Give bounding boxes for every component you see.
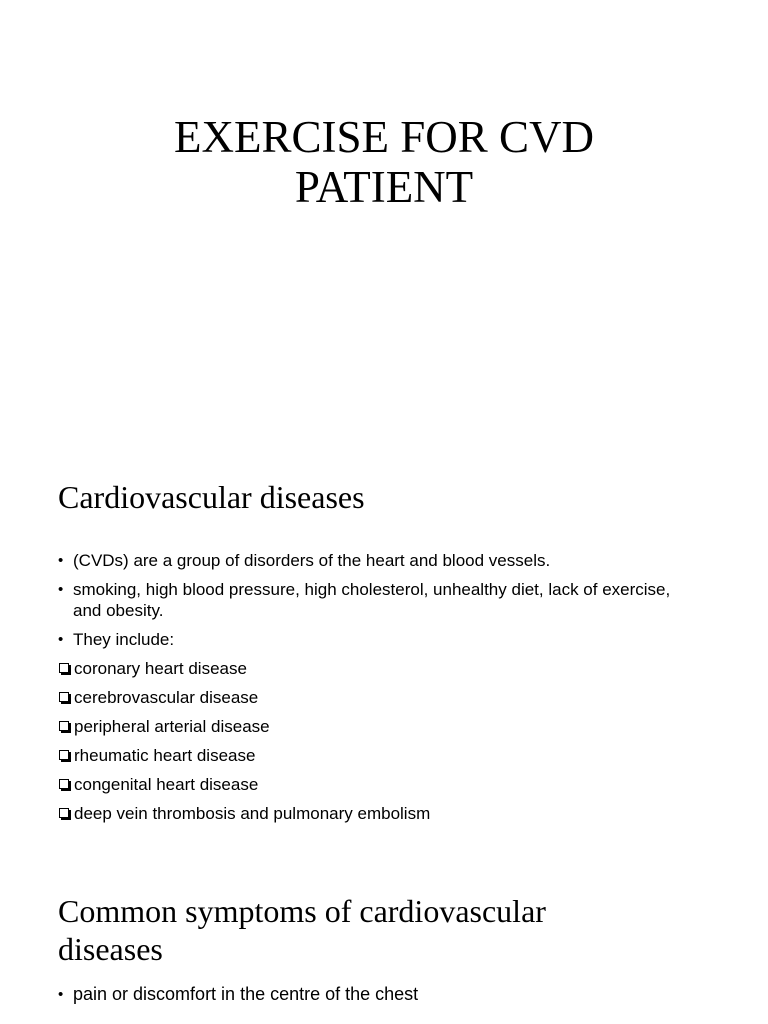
checkbox-bullet-icon [59,808,69,818]
title-line-2: PATIENT [294,162,474,212]
list-item [58,579,698,621]
list-item [58,774,698,795]
list-item-text: deep vein thrombosis and pulmonary embolism [74,804,431,823]
list-item [58,550,698,571]
list-item [58,745,698,766]
list-item-text: (CVDs) are a group of disorders of the heart and blood vessels. [73,551,551,570]
list-item [58,658,698,679]
slide-heading: Cardiovascular diseases [58,479,365,515]
list-item-text: congenital heart disease [74,775,259,794]
list-item [58,716,698,737]
bullet-dot-icon: • [58,581,64,598]
list-item [58,984,698,1005]
bullet-dot-icon: • [58,631,64,648]
list-item-text: smoking, high blood pressure, high cholesterol, unhealthy diet, lack of exercise, and obesity. [73,580,671,620]
symptoms-slide [0,860,768,1024]
list-item-text: pain or discomfort in the centre of the chest [73,984,419,1004]
list-item-text: cerebrovascular disease [74,688,259,707]
checkbox-bullet-icon [59,779,69,789]
slide-heading [58,892,678,968]
checkbox-bullet-icon [59,750,69,760]
list-item [58,687,698,708]
title-line-1: EXERCISE FOR CVD [173,112,595,162]
heading-line-2: diseases [58,931,163,967]
list-item [58,629,698,650]
cvd-definition-slide [0,440,768,860]
heading-line-1: Common symptoms of cardiovascular [58,893,546,929]
bullet-list [58,984,698,1013]
checkbox-bullet-icon [59,663,69,673]
bullet-list [58,550,698,832]
list-item [58,803,698,824]
checkbox-bullet-icon [59,721,69,731]
title-slide [0,0,768,440]
list-item-text: They include: [73,630,175,649]
list-item-text: peripheral arterial disease [74,717,270,736]
list-item-text: rheumatic heart disease [74,746,256,765]
bullet-dot-icon: • [58,986,64,1003]
page-title [0,112,768,212]
checkbox-bullet-icon [59,692,69,702]
list-item-text: coronary heart disease [74,659,247,678]
bullet-dot-icon: • [58,552,64,569]
